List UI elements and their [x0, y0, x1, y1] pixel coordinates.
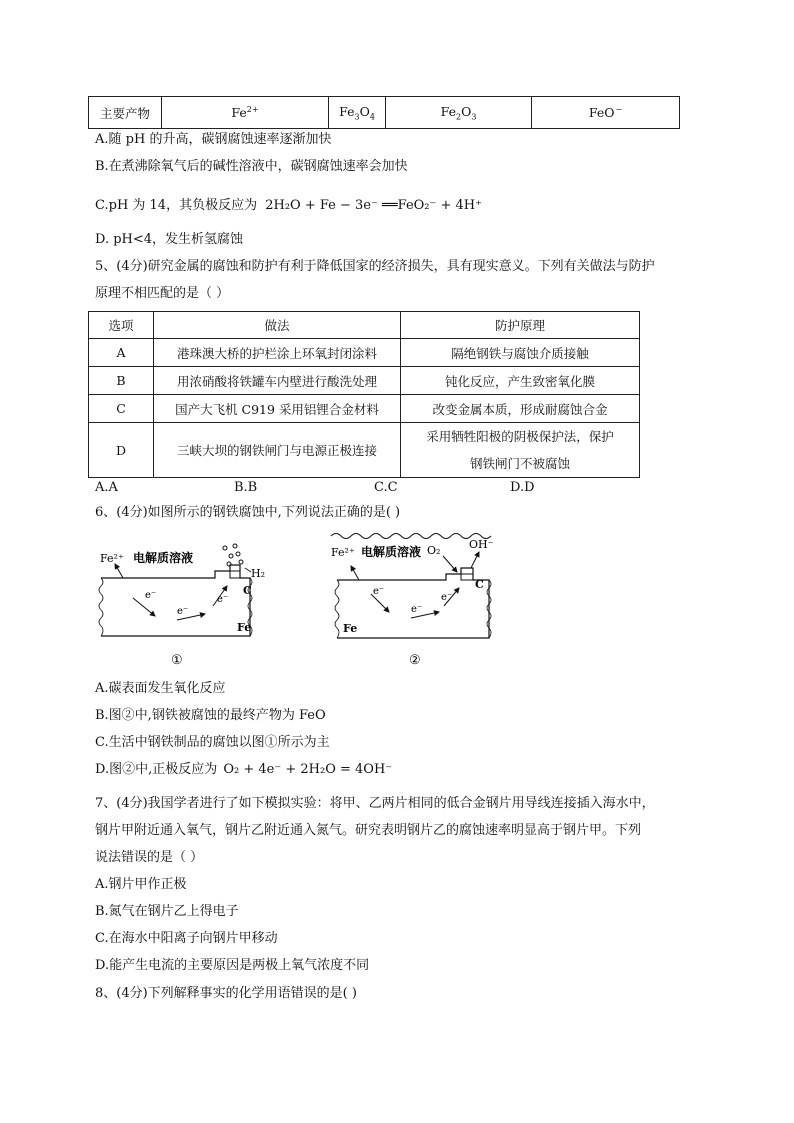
figure-1-hydrogen-evolution: [99, 544, 265, 668]
q4-option-a: A.随 pH 的升高，碳钢腐蚀速率逐渐加快: [95, 132, 332, 147]
q5-row-c-option: C: [89, 395, 154, 423]
fig1-h2: H₂: [251, 567, 266, 580]
q5-row-a-principle: 隔绝钢铁与腐蚀介质接触: [401, 339, 640, 367]
table-row: [89, 395, 640, 423]
q5-stem-line1: 5、(4分)研究金属的腐蚀和防护有利于降低国家的经济损失，具有现实意义。下列有关做法与防护: [95, 259, 655, 274]
fig2-carbon: C: [475, 578, 484, 591]
q5-row-a-option: A: [89, 339, 154, 367]
product-fe3o4: $Fe_3O_4$: [329, 97, 386, 129]
q5-answer-d: D.D: [510, 480, 535, 495]
q6-option-d-text: D.图②中,正极反应为: [95, 762, 218, 777]
q5-table: [88, 311, 640, 478]
fig2-o2: O₂: [427, 544, 441, 557]
q5-answer-b: B.B: [234, 480, 258, 495]
q5-row-a-method: 港珠澳大桥的护栏涂上环氧封闭涂料: [154, 339, 401, 367]
q6-option-d-equation: O₂ + 4e⁻ + 2H₂O = 4OH⁻: [223, 762, 393, 777]
q7-option-d: D.能产生电流的主要原因是两极上氧气浓度不同: [95, 958, 370, 973]
figure-2-oxygen-absorption: [331, 534, 494, 669]
q6-option-d: [95, 761, 392, 779]
corrosion-figures: [95, 528, 505, 670]
q7-option-b: B.氮气在钢片乙上得电子: [95, 904, 239, 919]
product-feo2minus: FeO−: [532, 97, 680, 129]
fig1-electron-3: e⁻: [217, 594, 229, 605]
q6-stem: 6、(4分)如图所示的钢铁腐蚀中,下列说法正确的是( ): [95, 505, 401, 520]
q6-option-a: A.碳表面发生氧化反应: [95, 681, 226, 696]
q7-option-a: A.钢片甲作正极: [95, 877, 187, 892]
q5-answer-c: C.C: [374, 480, 398, 495]
table-row: [89, 367, 640, 395]
fig1-fe-ion: Fe²⁺: [100, 552, 124, 565]
fig1-electron-2: e⁻: [177, 606, 189, 617]
q5-row-c-method: 国产大飞机 C919 采用铝锂合金材料: [154, 395, 401, 423]
q6-option-c: C.生活中钢铁制品的腐蚀以图①所示为主: [95, 735, 330, 750]
q4-option-d: D. pH<4，发生析氢腐蚀: [95, 232, 244, 247]
products-header: 主要产物: [89, 97, 162, 129]
fig2-fe: Fe: [343, 622, 358, 635]
table-row: [89, 339, 640, 367]
q7-stem-line3: 说法错误的是（ ）: [95, 850, 204, 865]
fig1-label: ①: [171, 653, 183, 668]
q5-row-c-principle: 改变金属本质，形成耐腐蚀合金: [401, 395, 640, 423]
product-fe2plus: $Fe^{2+}$: [162, 97, 329, 129]
fig2-electron-3: e⁻: [441, 592, 453, 603]
fig2-solution: 电解质溶液: [361, 545, 422, 559]
q7-option-c: C.在海水中阳离子向钢片甲移动: [95, 931, 278, 946]
q5-row-d-principle: 采用牺牲阳极的阴极保护法，保护 钢铁闸门不被腐蚀: [401, 423, 640, 478]
fig1-electron-1: e⁻: [145, 590, 157, 601]
fig2-electron-2: e⁻: [411, 604, 423, 615]
q5-row-b-method: 用浓硝酸将铁罐车内壁进行酸洗处理: [154, 367, 401, 395]
q5-stem-line2: 原理不相匹配的是（ ）: [95, 286, 230, 301]
q4-option-c-equation: 2H₂O + Fe − 3e⁻ ══FeO₂⁻ + 4H⁺: [265, 198, 483, 213]
q4-option-c: [95, 197, 482, 215]
fig2-oh: OH⁻: [469, 538, 494, 551]
q5-header-method: 做法: [154, 312, 401, 339]
fig2-fe-ion: Fe²⁺: [331, 546, 355, 559]
q5-answer-a: A.A: [95, 480, 118, 495]
q7-stem-line1: 7、(4分)我国学者进行了如下模拟实验：将甲、乙两片相同的低合金钢片用导线连接插入海水中，: [95, 796, 655, 811]
fig1-carbon: C: [243, 584, 252, 597]
q5-row-d-method: 三峡大坝的钢铁闸门与电源正极连接: [154, 423, 401, 478]
q7-stem-line2: 钢片甲附近通入氧气，钢片乙附近通入氮气。研究表明钢片乙的腐蚀速率明显高于钢片甲。下列: [95, 823, 642, 838]
fig1-solution: 电解质溶液: [133, 551, 194, 565]
q4-option-b: B.在煮沸除氧气后的碱性溶液中，碳钢腐蚀速率会加快: [95, 159, 408, 174]
products-table: [88, 96, 680, 129]
product-fe2o3: $Fe_2O_3$: [386, 97, 532, 129]
q5-header-principle: 防护原理: [401, 312, 640, 339]
q6-option-b: B.图②中,钢铁被腐蚀的最终产物为 FeO: [95, 708, 326, 723]
q5-row-d-option: D: [89, 423, 154, 478]
q8-stem: 8、(4分)下列解释事实的化学用语错误的是( ): [95, 986, 357, 1001]
q5-row-b-principle: 钝化反应，产生致密氧化膜: [401, 367, 640, 395]
table-row: [89, 423, 640, 478]
fig2-label: ②: [409, 653, 421, 668]
q5-header-option: 选项: [89, 312, 154, 339]
q5-row-b-option: B: [89, 367, 154, 395]
q4-option-c-text: C.pH 为 14，其负极反应为: [95, 198, 258, 213]
fig2-electron-1: e⁻: [373, 586, 385, 597]
fig1-fe: Fe: [237, 621, 252, 634]
